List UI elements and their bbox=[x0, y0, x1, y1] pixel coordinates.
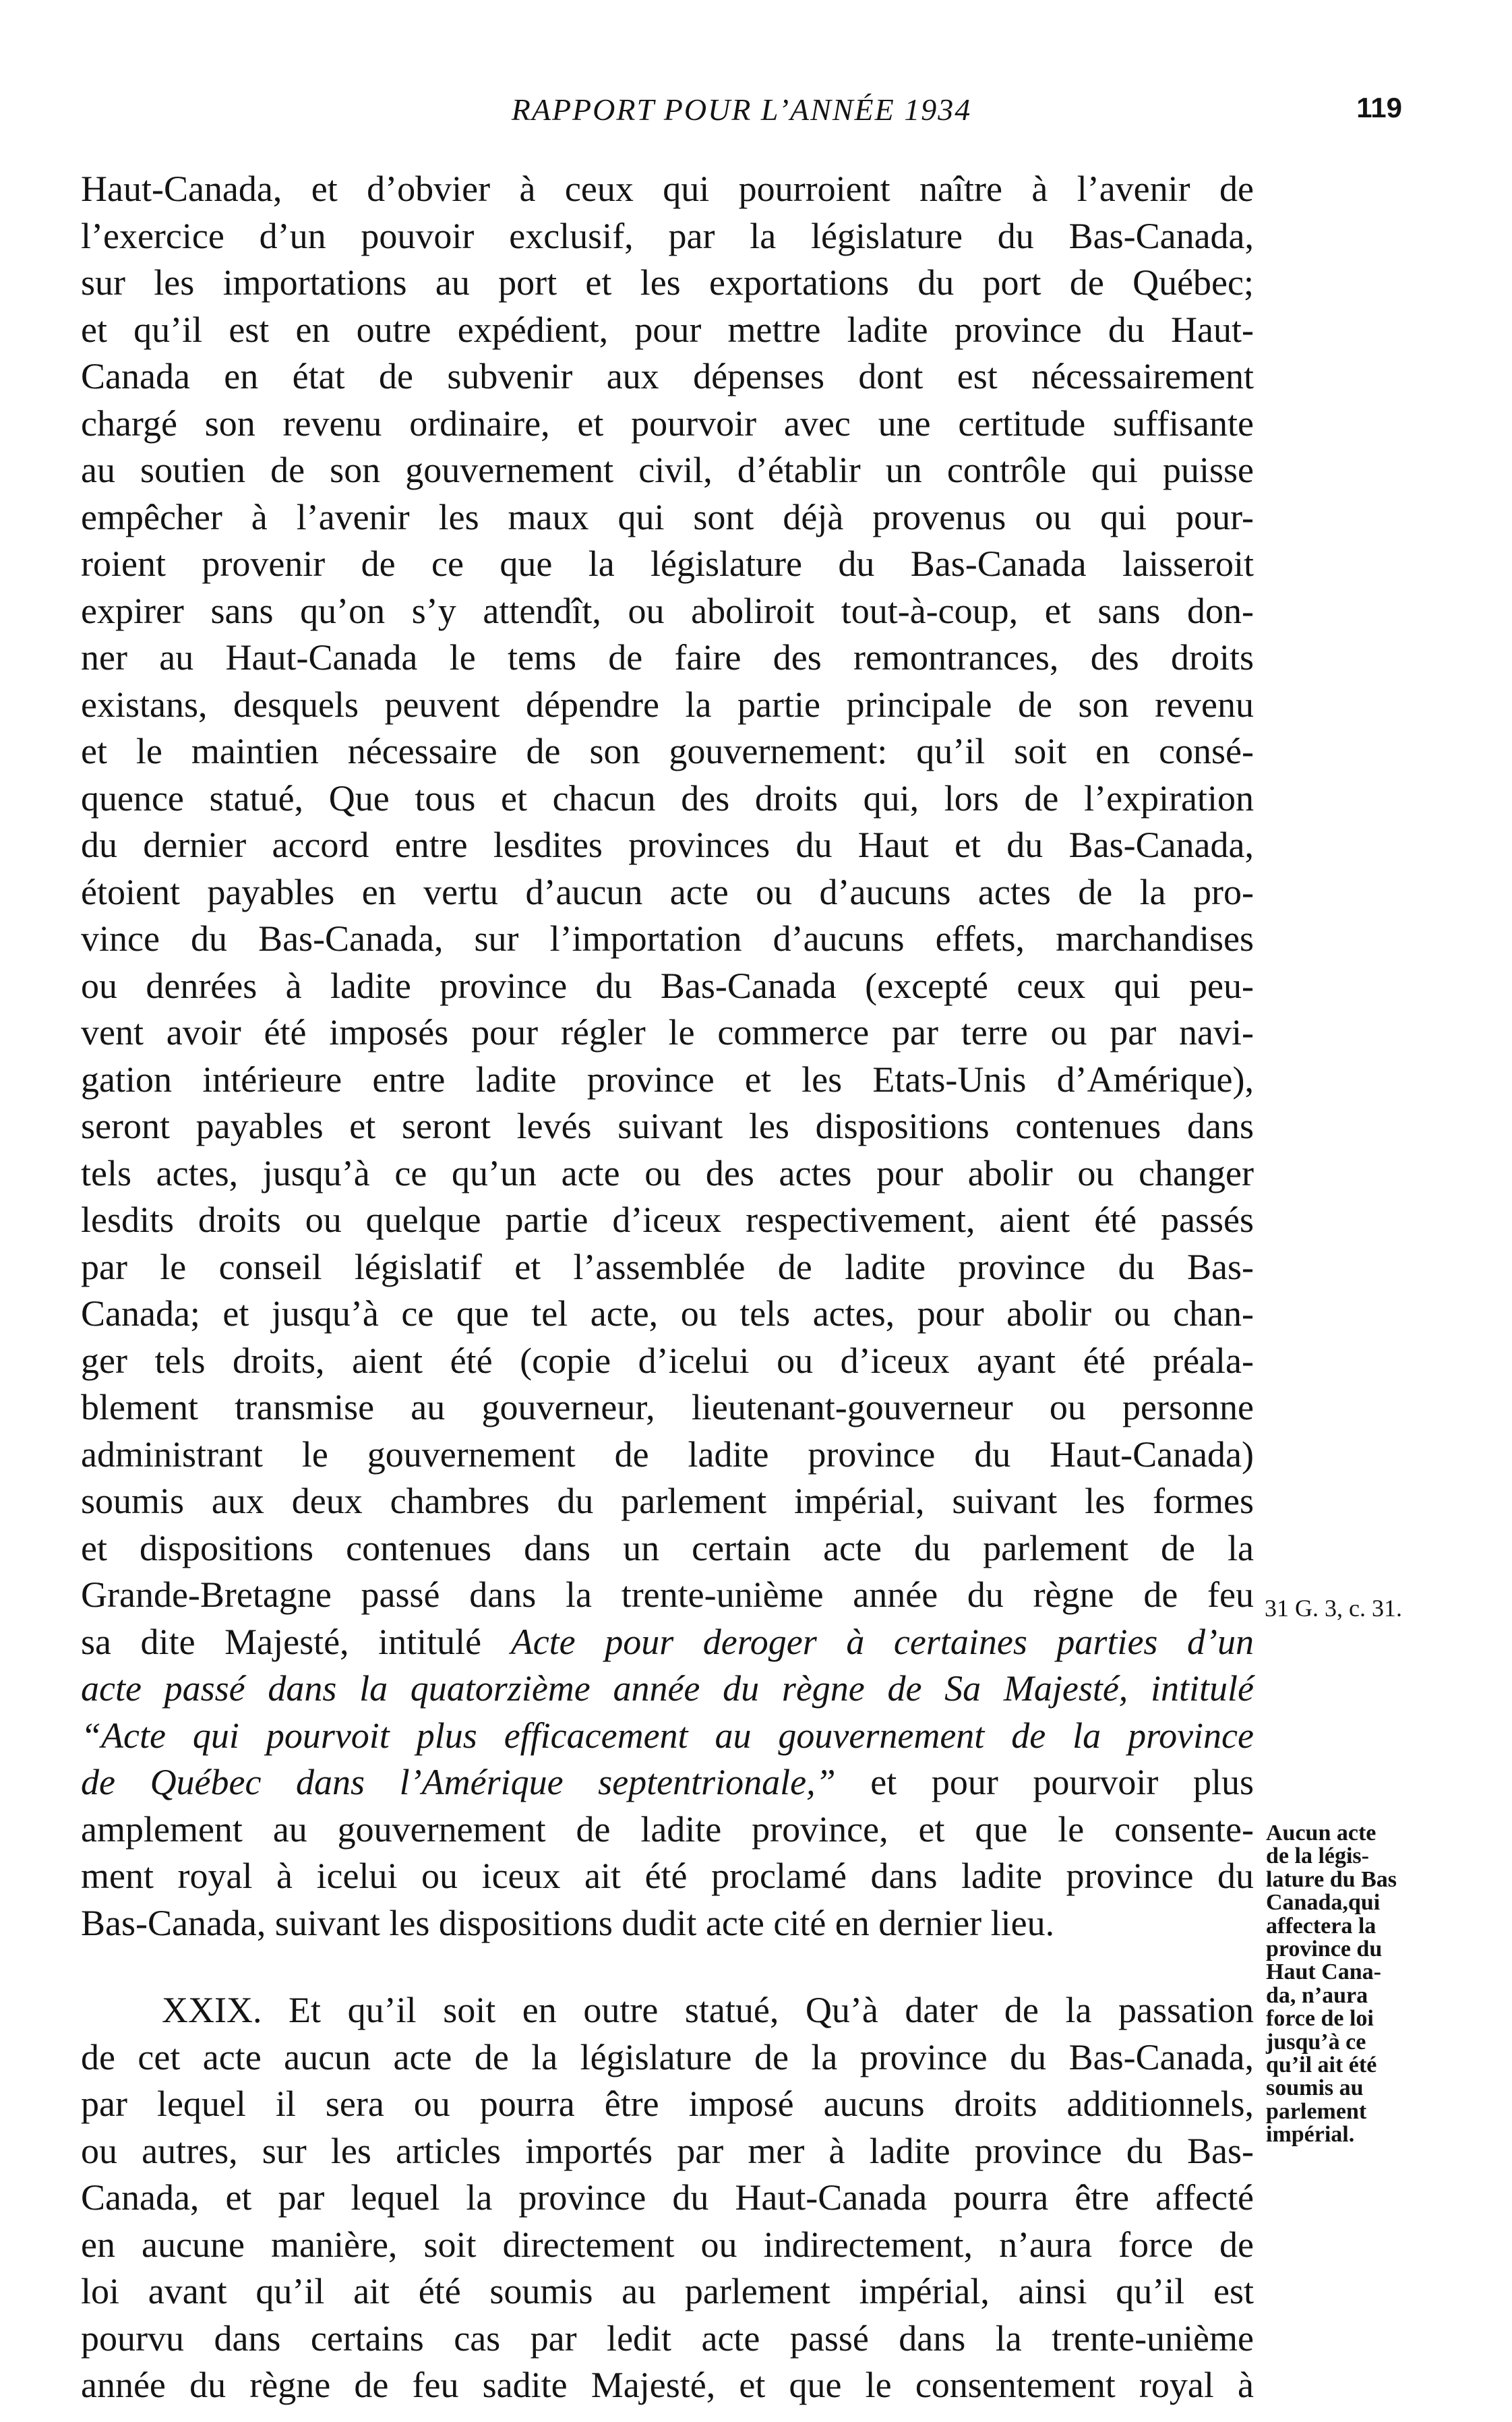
act-title-italic-line: “Acte qui pourvoit plus efficacement au gouvernement de la province bbox=[81, 1715, 1254, 1756]
text-line: blement transmise au gouverneur, lieutenant-gouverneur ou personne bbox=[81, 1387, 1254, 1427]
sidenote-line: affectera la bbox=[1266, 1913, 1377, 1939]
text-line: au soutien de son gouvernement civil, d’établir un contrôle qui puisse bbox=[81, 450, 1254, 490]
section-heading-line: XXIX. Et qu’il soit en outre statué, Qu’à dater de la passation bbox=[162, 1990, 1254, 2030]
sidenote bbox=[1266, 1822, 1428, 2147]
sidenote-line: jusqu’à ce bbox=[1266, 2029, 1366, 2055]
sidenote-line: impérial. bbox=[1266, 2122, 1355, 2148]
text-line: Bas-Canada, suivant les dispositions dudit acte cité en dernier lieu. bbox=[81, 1902, 1055, 1943]
text-line: Haut-Canada, et d’obvier à ceux qui pourroient naître à l’avenir de bbox=[81, 169, 1254, 209]
text-line: gation intérieure entre ladite province et les Etats-Unis d’Amérique), bbox=[81, 1059, 1254, 1100]
text-line: administrant le gouvernement de ladite province du Haut-Canada) bbox=[81, 1434, 1254, 1475]
sidenote-line: qu’il ait été bbox=[1266, 2052, 1377, 2078]
page-header bbox=[81, 92, 1402, 132]
text-line: pourvu dans certains cas par ledit acte passé dans la trente-unième bbox=[81, 2317, 1254, 2359]
sidenote-line: force de loi bbox=[1266, 2006, 1374, 2032]
text-line: existans, desquels peuvent dépendre la partie principale de son revenu bbox=[81, 684, 1254, 725]
text-line: seront payables et seront levés suivant les dispositions contenues dans bbox=[81, 1106, 1254, 1146]
text-line: sur les importations au port et les exportations du port de Québec; bbox=[81, 262, 1254, 303]
sidenote-line: da, n’aura bbox=[1266, 1982, 1368, 2008]
text-line: loi avant qu’il ait été soumis au parlement impérial, ainsi qu’il est bbox=[81, 2271, 1254, 2311]
text-line: roient provenir de ce que la législature du Bas-Canada laisseroit bbox=[81, 543, 1254, 584]
text-line-act-end bbox=[81, 1759, 1254, 1806]
page-number: 119 bbox=[1356, 92, 1402, 123]
text-line: Canada, et par lequel la province du Haut-Canada pourra être affecté bbox=[81, 2177, 1254, 2218]
text-line: Canada en état de subvenir aux dépenses dont est nécessairement bbox=[81, 356, 1254, 396]
sidenote-line: lature du Bas bbox=[1266, 1866, 1397, 1892]
text-line: quence statué, Que tous et chacun des droits qui, lors de l’expiration bbox=[81, 777, 1254, 819]
paragraph-1 bbox=[81, 166, 1254, 1947]
act-title-italic-line: acte passé dans la quatorzième année du règne de Sa Majesté, intitulé bbox=[81, 1668, 1254, 1709]
text-line: soumis aux deux chambres du parlement impérial, suivant les formes bbox=[81, 1481, 1254, 1521]
sidenote-line: soumis au bbox=[1266, 2075, 1364, 2101]
sidenote-line: parlement bbox=[1266, 2098, 1367, 2124]
paragraph-2-section-xxix bbox=[81, 1987, 1254, 2409]
text-line: et dispositions contenues dans un certain acte du parlement de la bbox=[81, 1527, 1254, 1568]
text-line: chargé son revenu ordinaire, et pourvoir avec une certitude suffisante bbox=[81, 403, 1254, 444]
text-line: Grande-Bretagne passé dans la trente-unième année du règne de feu bbox=[81, 1574, 1254, 1615]
text-line: empêcher à l’avenir les maux qui sont déjà provenus ou qui pour- bbox=[81, 496, 1254, 537]
sidenote-line: Aucun acte bbox=[1266, 1821, 1377, 1845]
text-line: et le maintien nécessaire de son gouvernement: qu’il soit en consé- bbox=[81, 731, 1254, 771]
text-line: amplement au gouvernement de ladite province, et que le consente- bbox=[81, 1808, 1254, 1850]
sidenote-line: province du bbox=[1266, 1937, 1383, 1962]
body-text bbox=[81, 166, 1254, 2409]
text-line: ger tels droits, aient été (copie d’icelui ou d’iceux ayant été préala- bbox=[81, 1340, 1254, 1381]
text-roman: et pour pourvoir plus bbox=[835, 1762, 1254, 1802]
text-line-act-citation bbox=[81, 1619, 1254, 1666]
text-line: de cet acte aucun acte de la législature de la province du Bas-Canada, bbox=[81, 2036, 1254, 2077]
text-line: ou autres, sur les articles importés par mer à ladite province du Bas- bbox=[81, 2130, 1254, 2171]
sidenote-line: Canada,qui bbox=[1266, 1890, 1381, 1916]
act-title-italic: de Québec dans l’Amérique septentrionale,” bbox=[81, 1762, 836, 1802]
paragraph-gap bbox=[81, 1947, 1254, 1987]
text-line: étoient payables en vertu d’aucun acte ou d’aucuns actes de la pro- bbox=[81, 871, 1254, 912]
text-line: année du règne de feu sadite Majesté, et que le consentement royal à bbox=[81, 2365, 1254, 2405]
text-line: expirer sans qu’on s’y attendît, ou aboliroit tout-à-coup, et sans don- bbox=[81, 590, 1254, 631]
sidenote-line: de la légis- bbox=[1266, 1843, 1369, 1869]
margin-reference: 31 G. 3, c. 31. bbox=[1265, 1595, 1402, 1622]
running-title: RAPPORT POUR L’ANNÉE 1934 bbox=[511, 92, 972, 127]
sidenote-line: Haut Cana- bbox=[1266, 1959, 1381, 1985]
act-title-italic: Acte pour deroger à certaines parties d’un bbox=[510, 1621, 1254, 1662]
text-line: vince du Bas-Canada, sur l’importation d’aucuns effets, marchandises bbox=[81, 918, 1254, 959]
text-line: l’exercice d’un pouvoir exclusif, par la législature du Bas-Canada, bbox=[81, 215, 1254, 256]
text-line: ment royal à icelui ou iceux ait été proclamé dans ladite province du bbox=[81, 1856, 1254, 1896]
text-line: par lequel il sera ou pourra être imposé aucuns droits additionnels, bbox=[81, 2084, 1254, 2124]
text-line: ou denrées à ladite province du Bas-Canada (excepté ceux qui peu- bbox=[81, 965, 1254, 1006]
text-line: vent avoir été imposés pour régler le commerce par terre ou par navi- bbox=[81, 1012, 1254, 1053]
text-line: lesdits droits ou quelque partie d’iceux respectivement, aient été passés bbox=[81, 1200, 1254, 1240]
text-line: du dernier accord entre lesdites provinces du Haut et du Bas-Canada, bbox=[81, 825, 1254, 865]
text-line: ner au Haut-Canada le tems de faire des remontrances, des droits bbox=[81, 637, 1254, 678]
text-line: en aucune manière, soit directement ou indirectement, n’aura force de bbox=[81, 2224, 1254, 2265]
text-line: par le conseil législatif et l’assemblée de ladite province du Bas- bbox=[81, 1246, 1254, 1287]
text-line: Canada; et jusqu’à ce que tel acte, ou tels actes, pour abolir ou chan- bbox=[81, 1293, 1254, 1334]
text-line: et qu’il est en outre expédient, pour mettre ladite province du Haut- bbox=[81, 309, 1254, 350]
text-line: tels actes, jusqu’à ce qu’un acte ou des actes pour abolir ou changer bbox=[81, 1152, 1254, 1193]
text-roman: sa dite Majesté, intitulé bbox=[81, 1621, 511, 1662]
